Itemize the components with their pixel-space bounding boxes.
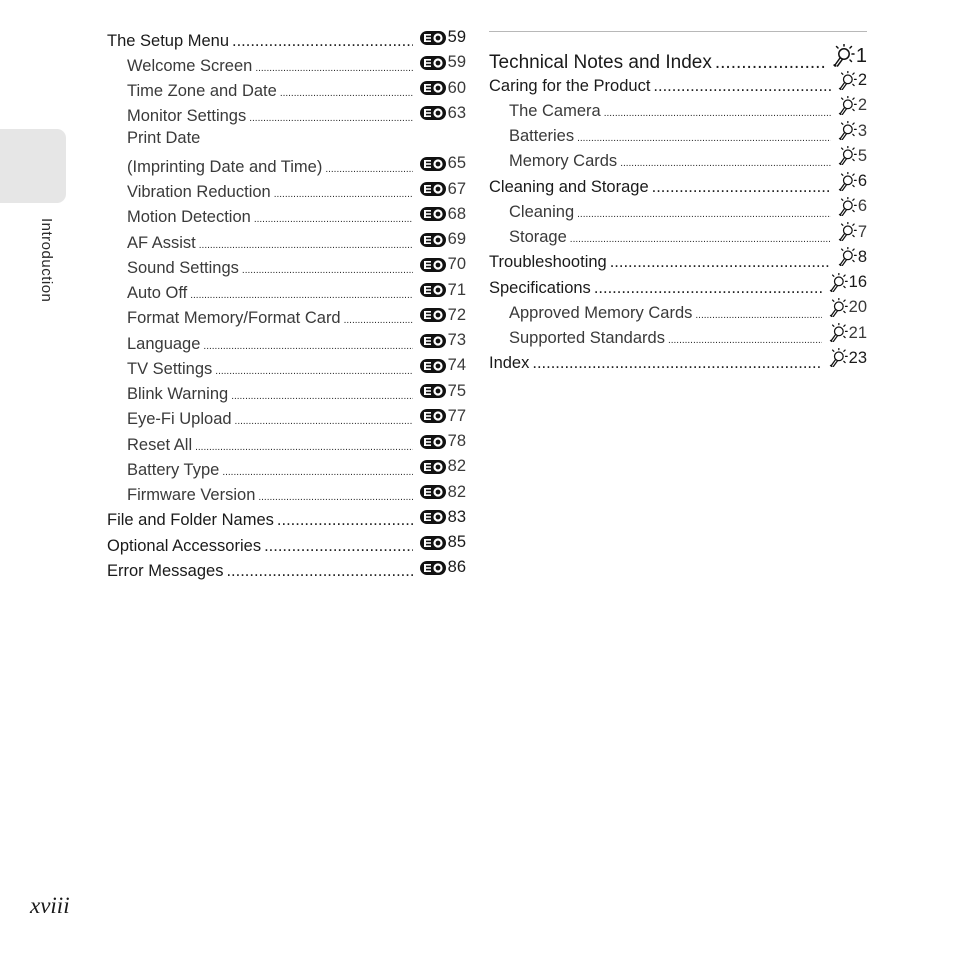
page-reference-number: 70 xyxy=(447,255,466,274)
toc-entry-label: Memory Cards xyxy=(509,152,618,171)
dot-leader xyxy=(222,460,412,485)
dot-leader xyxy=(277,508,413,533)
dot-leader xyxy=(195,435,413,460)
toc-entry-label: Error Messages xyxy=(107,561,224,580)
page-reference xyxy=(419,177,466,202)
bulb-reference-icon xyxy=(837,247,857,267)
dot-leader xyxy=(254,207,413,232)
page-reference-number: 8 xyxy=(857,247,867,266)
bulb-reference-icon xyxy=(831,44,855,68)
page-reference xyxy=(419,328,466,353)
toc-entry-label: Welcome Screen xyxy=(127,56,253,75)
dot-leader xyxy=(532,351,821,376)
toc-entry-label: (Imprinting Date and Time) xyxy=(127,157,323,176)
toc-entry-label: Specifications xyxy=(489,278,591,297)
dot-leader xyxy=(203,334,412,359)
page-reference xyxy=(837,93,867,118)
page-reference xyxy=(837,169,867,194)
dot-leader xyxy=(190,283,412,308)
bulb-reference-icon xyxy=(837,121,857,141)
e-reference-icon xyxy=(419,257,447,273)
toc-entry-label: Sound Settings xyxy=(127,258,239,277)
toc-entry-label: Print Date xyxy=(127,129,201,147)
dot-leader xyxy=(668,328,822,353)
page-reference-number: 75 xyxy=(447,381,466,400)
toc-entry-label: Supported Standards xyxy=(509,329,665,348)
dot-leader xyxy=(215,359,412,384)
bulb-reference-icon xyxy=(837,197,857,217)
page-reference-number: 2 xyxy=(857,71,867,89)
toc-entry[interactable] xyxy=(107,25,466,50)
dot-leader xyxy=(344,308,413,333)
e-reference-icon xyxy=(419,383,447,399)
toc-entry-label: File and Folder Names xyxy=(107,511,274,530)
dot-leader xyxy=(280,81,413,106)
dot-leader xyxy=(199,233,413,258)
page-reference-number: 20 xyxy=(848,298,867,317)
page-reference-number: 86 xyxy=(447,558,466,577)
toc-entry[interactable] xyxy=(107,151,466,176)
e-reference-icon xyxy=(419,535,447,551)
page-reference-number: 2 xyxy=(857,96,867,115)
page-reference-number: 16 xyxy=(848,273,867,291)
toc-entry-label: Troubleshooting xyxy=(489,253,607,272)
dot-leader xyxy=(232,29,413,54)
toc-left-column xyxy=(107,25,466,581)
bulb-reference-icon xyxy=(837,172,857,192)
page-reference xyxy=(419,353,466,378)
dot-leader xyxy=(620,151,831,176)
e-reference-icon xyxy=(419,181,447,197)
page-reference-number: 73 xyxy=(447,331,466,349)
toc-entry-label: The Setup Menu xyxy=(107,31,229,50)
page-reference-number: 69 xyxy=(447,230,466,248)
dot-leader xyxy=(577,126,831,151)
page-reference xyxy=(831,41,867,71)
dot-leader xyxy=(570,227,831,252)
page-reference-number: 21 xyxy=(848,323,867,342)
dot-leader xyxy=(653,74,830,99)
page-reference-number: 59 xyxy=(447,53,466,72)
dot-leader xyxy=(249,106,412,131)
page-reference xyxy=(419,25,466,50)
e-reference-icon xyxy=(419,55,447,71)
toc-entry-label: Format Memory/Format Card xyxy=(127,309,341,328)
page-reference-number: 71 xyxy=(447,280,466,299)
e-reference-icon xyxy=(419,459,447,475)
dot-leader xyxy=(652,175,831,200)
dot-leader xyxy=(226,559,412,584)
e-reference-icon xyxy=(419,206,447,222)
page-reference xyxy=(419,76,466,101)
page-reference-number: 72 xyxy=(447,305,466,324)
section-tab xyxy=(0,129,66,203)
dot-leader xyxy=(231,384,412,409)
page-reference-number: 23 xyxy=(848,348,867,367)
toc-entry-label: TV Settings xyxy=(127,359,213,378)
toc-entry[interactable] xyxy=(489,41,867,71)
page-reference xyxy=(419,505,466,530)
page-reference-number: 78 xyxy=(447,432,466,450)
page-reference xyxy=(828,346,867,371)
page-reference xyxy=(828,321,867,346)
page-reference xyxy=(419,151,466,176)
e-reference-icon xyxy=(419,80,447,96)
e-reference-icon xyxy=(419,307,447,323)
e-reference-icon xyxy=(419,434,447,450)
dot-leader xyxy=(242,258,413,283)
page-reference-number: 74 xyxy=(447,356,466,375)
toc-entry-label: Eye-Fi Upload xyxy=(127,410,232,429)
dot-leader xyxy=(577,202,831,227)
dot-leader xyxy=(695,303,821,328)
toc-entry-label: Reset All xyxy=(127,435,193,454)
toc-entry-label: Language xyxy=(127,334,201,353)
toc-entry-label: Time Zone and Date xyxy=(127,82,277,101)
page-number: xviii xyxy=(30,893,70,918)
section-tab-label: Introduction xyxy=(38,218,55,303)
page-reference xyxy=(837,220,867,245)
toc-entry-label: The Camera xyxy=(509,101,601,120)
dot-leader xyxy=(610,250,831,275)
dot-leader xyxy=(255,56,412,81)
e-reference-icon xyxy=(419,509,447,525)
page-reference xyxy=(419,480,466,505)
bulb-reference-icon xyxy=(828,348,848,368)
toc-entry-label: Motion Detection xyxy=(127,208,251,227)
page-reference-number: 6 xyxy=(857,172,867,190)
page-reference-number: 85 xyxy=(447,533,466,551)
page-reference xyxy=(419,252,466,277)
dot-leader xyxy=(594,276,822,301)
page-reference-number: 77 xyxy=(447,406,466,425)
page-reference-number: 68 xyxy=(447,204,466,223)
bulb-reference-icon xyxy=(837,146,857,166)
toc-entry-label: Technical Notes and Index xyxy=(489,52,712,73)
dot-leader xyxy=(258,485,412,510)
page-reference xyxy=(837,144,867,169)
e-reference-icon xyxy=(419,484,447,500)
toc-entry-label: AF Assist xyxy=(127,233,196,252)
page-reference xyxy=(419,555,466,580)
e-reference-icon xyxy=(419,358,447,374)
bulb-reference-icon xyxy=(828,298,848,318)
toc-entry[interactable] xyxy=(107,530,466,555)
page-reference-number: 1 xyxy=(855,45,867,67)
page-reference xyxy=(419,429,466,454)
page-reference-number: 67 xyxy=(447,179,466,198)
toc-entry[interactable] xyxy=(107,50,466,75)
toc-entry[interactable] xyxy=(107,505,466,530)
toc-entry-label: Storage xyxy=(509,228,567,247)
page-reference xyxy=(837,119,867,144)
page-reference xyxy=(837,245,867,270)
e-reference-icon xyxy=(419,408,447,424)
toc-entry-label: Auto Off xyxy=(127,284,188,303)
e-reference-icon xyxy=(419,156,447,172)
toc-entry-label: Blink Warning xyxy=(127,385,229,404)
toc-entry-label: Firmware Version xyxy=(127,486,256,505)
page-reference xyxy=(837,194,867,219)
toc-entry-label: Battery Type xyxy=(127,460,220,479)
dot-leader xyxy=(235,409,413,434)
page-reference xyxy=(419,101,466,126)
bulb-reference-icon xyxy=(828,323,848,343)
dot-leader xyxy=(325,157,412,182)
toc-entry-label: Monitor Settings xyxy=(127,107,247,126)
page-reference-number: 63 xyxy=(447,103,466,122)
page-reference xyxy=(419,202,466,227)
toc-entry-label: Batteries xyxy=(509,127,575,146)
dot-leader xyxy=(264,534,413,559)
page-reference-number: 59 xyxy=(447,28,466,46)
page-reference xyxy=(419,303,466,328)
toc-right-column xyxy=(489,31,867,371)
page-reference xyxy=(419,227,466,252)
e-reference-icon xyxy=(419,282,447,298)
e-reference-icon xyxy=(419,560,447,576)
page-reference xyxy=(828,295,867,320)
page-reference-number: 83 xyxy=(447,507,466,526)
bulb-reference-icon xyxy=(828,273,848,293)
toc-entry-label: Cleaning xyxy=(509,202,575,221)
page-reference-number: 82 xyxy=(447,457,466,476)
page-reference xyxy=(419,454,466,479)
page-reference xyxy=(419,530,466,555)
page-reference xyxy=(419,278,466,303)
page-reference-number: 6 xyxy=(857,197,867,216)
dot-leader xyxy=(274,182,413,207)
dot-leader xyxy=(604,101,831,126)
toc-entry-label: Approved Memory Cards xyxy=(509,303,693,322)
page-reference-number: 3 xyxy=(857,121,867,140)
toc-entry-label: Cleaning and Storage xyxy=(489,177,649,196)
page-reference xyxy=(837,68,867,93)
page-reference-number: 5 xyxy=(857,146,867,165)
page-reference-number: 65 xyxy=(447,154,466,173)
page-reference-number: 60 xyxy=(447,78,466,97)
toc-entry-label: Index xyxy=(489,354,530,373)
page-reference xyxy=(419,404,466,429)
toc-entry-label: Optional Accessories xyxy=(107,536,262,555)
page-reference xyxy=(419,379,466,404)
toc-entry-label: Vibration Reduction xyxy=(127,183,271,202)
page-reference xyxy=(828,270,867,295)
page-reference-number: 82 xyxy=(447,482,466,501)
page-reference xyxy=(419,50,466,75)
bulb-reference-icon xyxy=(837,96,857,116)
e-reference-icon xyxy=(419,232,447,248)
e-reference-icon xyxy=(419,105,447,121)
e-reference-icon xyxy=(419,30,447,46)
e-reference-icon xyxy=(419,333,447,349)
bulb-reference-icon xyxy=(837,71,857,91)
bulb-reference-icon xyxy=(837,222,857,242)
toc-entry-label: Caring for the Product xyxy=(489,76,651,95)
page-reference-number: 7 xyxy=(857,222,867,241)
toc-entry[interactable] xyxy=(107,555,466,580)
